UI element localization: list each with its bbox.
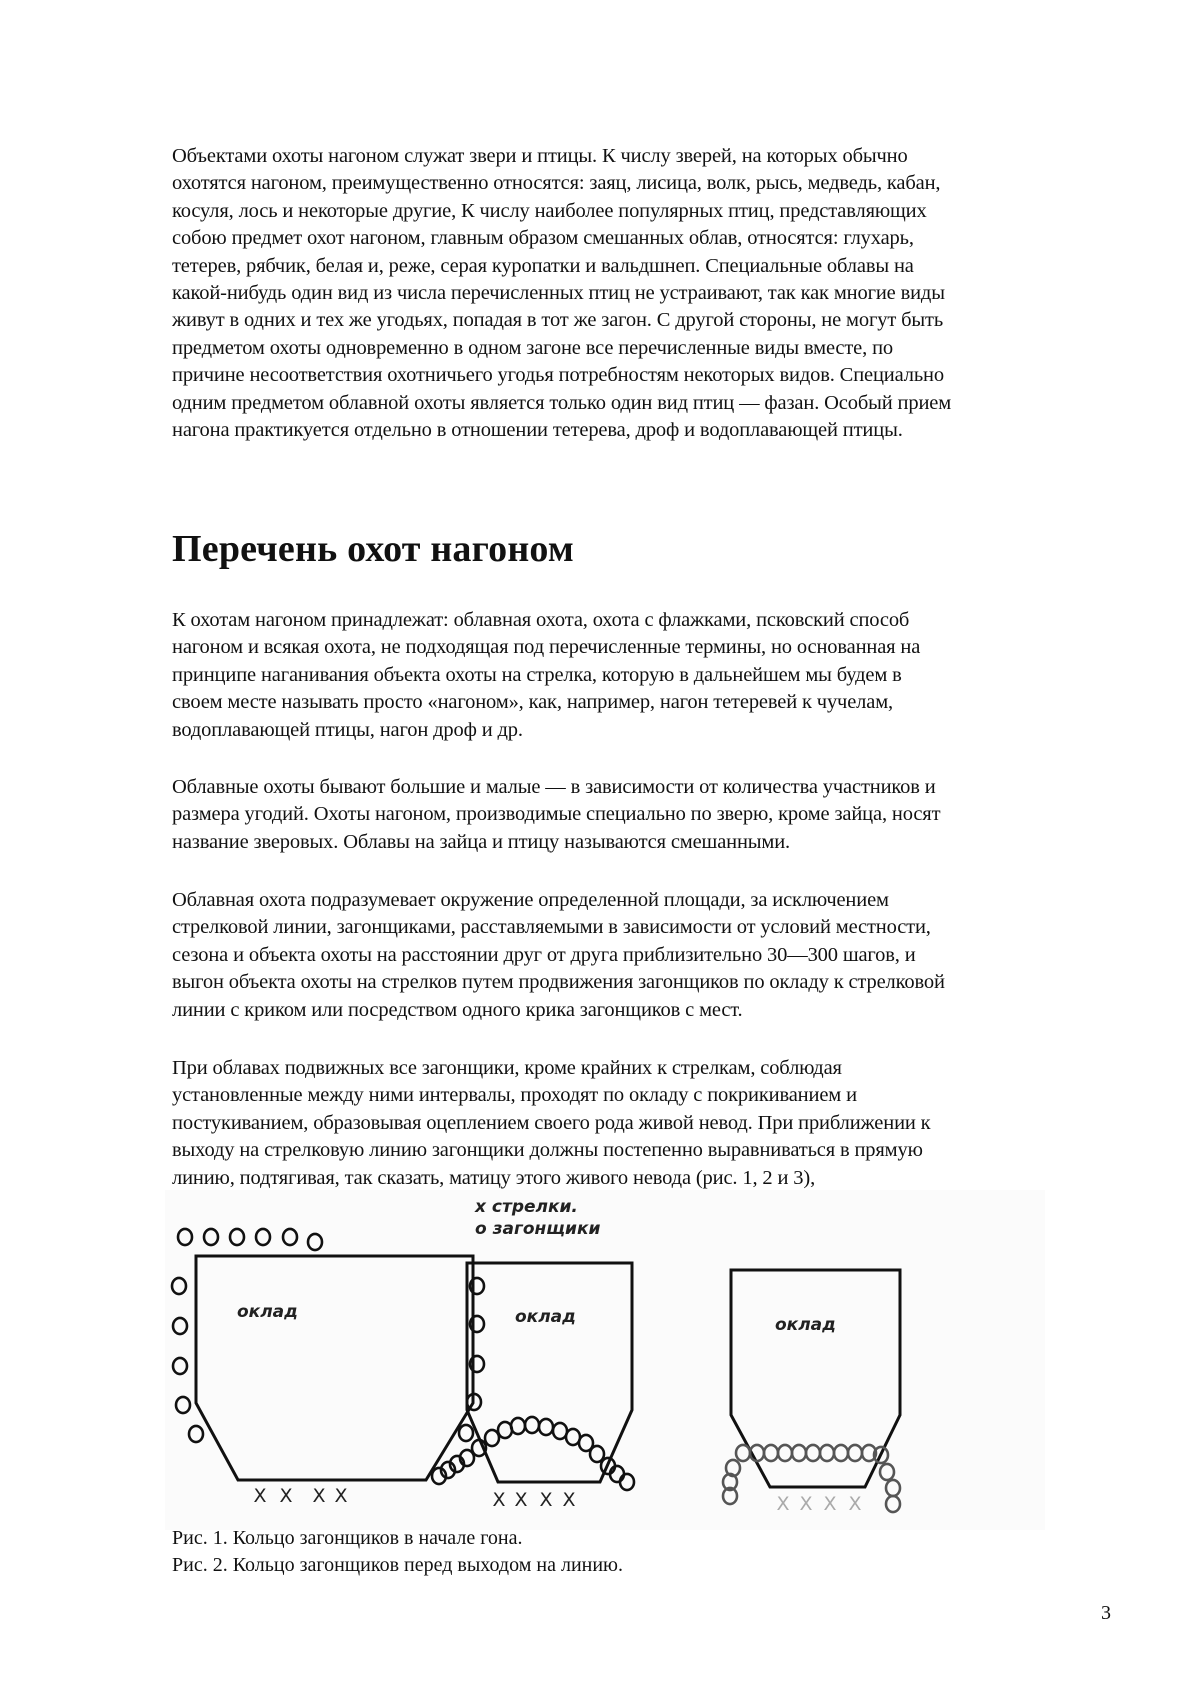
text-line: косуля, лось и некоторые другие, К числу наиболее популярных птиц, представляющих <box>172 199 927 222</box>
paragraph-definition <box>172 887 1122 1024</box>
text-line: линии с криком или посредством одного крика загонщиков с мест. <box>172 998 743 1021</box>
shooter-marker: X <box>823 1493 837 1515</box>
area-label: оклад <box>775 1315 836 1335</box>
text-line: линию, подтягивая, так сказать, матицу этого живого невода (рис. 1, 2 и 3), <box>172 1166 816 1189</box>
text-line: принципе наганивания объекта охоты на стрелка, которую в дальнейшем мы будем в <box>172 663 902 686</box>
text-line: стрелковой линии, загонщиками, расставляемыми в зависимости от условий местности, <box>172 916 931 939</box>
section-heading: Перечень охот нагоном <box>172 528 574 570</box>
text-line: Облавная охота подразумевает окружение определенной площади, за исключением <box>172 889 889 911</box>
text-line: своем месте называть просто «нагоном», как, например, нагон тетеревей к чучелам, <box>172 691 893 714</box>
shooter-marker: X <box>492 1489 506 1511</box>
text-line: Облавные охоты бывают большие и малые — в зависимости от количества участников и <box>172 776 936 798</box>
shooter-marker: X <box>514 1489 528 1511</box>
paragraph-intro <box>172 143 1122 444</box>
shooter-marker: X <box>776 1493 790 1515</box>
figure-caption-1: Рис. 1. Кольцо загонщиков в начале гона. <box>172 1527 523 1549</box>
shooter-marker: X <box>279 1485 293 1507</box>
area-label: оклад <box>237 1302 298 1322</box>
text-line: какой-нибудь один вид из числа перечисленных птиц не устраивают, так как многие виды <box>172 282 945 305</box>
text-line: водоплавающей птицы, нагон дроф и др. <box>172 718 523 741</box>
shooter-marker: X <box>312 1485 326 1507</box>
shooter-marker: X <box>539 1489 553 1511</box>
text-line: К охотам нагоном принадлежат: облавная охота, охота с флажками, псковский способ <box>172 609 910 631</box>
paragraph-types <box>172 774 1122 856</box>
text-line: сезона и объекта охоты на расстоянии друг от друга приблизительно 30—300 шагов, и <box>172 943 916 966</box>
area-label: оклад <box>515 1307 576 1327</box>
text-line: постукиванием, образовывая оцеплением своего рода живой невод. При приближении к <box>172 1111 931 1134</box>
legend-beaters: о загонщики <box>475 1219 601 1239</box>
drive-diagrams-figure <box>165 1190 1045 1530</box>
text-line: предметом охоты одновременно в одном загоне все перечисленные виды вместе, по <box>172 336 893 359</box>
text-line: одним предметом облавной охоты является только один вид птиц — фазан. Особый прием <box>172 391 952 414</box>
figure-caption-2: Рис. 2. Кольцо загонщиков перед выходом на линию. <box>172 1554 623 1576</box>
text-line: собою предмет охот нагоном, главным образом смешанных облав, относятся: глухарь, <box>172 227 914 250</box>
text-line: размера угодий. Охоты нагоном, производимые специально по зверю, кроме зайца, носят <box>172 803 941 826</box>
drive-diagrams-svg <box>165 1190 1045 1530</box>
shooter-marker: X <box>334 1485 348 1507</box>
legend-shooters: х стрелки. <box>475 1197 578 1217</box>
text-line: установленные между ними интервалы, проходят по окладу с покрикиванием и <box>172 1084 857 1107</box>
text-line: причине несоответствия охотничьего угодья потребностям некоторых видов. Специально <box>172 364 944 387</box>
text-line: охотятся нагоном, преимущественно относятся: заяц, лисица, волк, рысь, медведь, кабан, <box>172 172 941 195</box>
text-line: нагона практикуется отдельно в отношении тетерева, дроф и водоплавающей птицы. <box>172 419 903 442</box>
text-line: Объектами охоты нагоном служат звери и птицы. К числу зверей, на которых обычно <box>172 145 908 167</box>
text-line: При облавах подвижных все загонщики, кроме крайних к стрелкам, соблюдая <box>172 1057 842 1079</box>
paragraph-mobile-drives <box>172 1055 1122 1192</box>
text-line: тетерев, рябчик, белая и, реже, серая куропатки и вальдшнеп. Специальные облавы на <box>172 254 914 277</box>
shooter-marker: X <box>253 1485 267 1507</box>
shooter-marker: X <box>848 1493 862 1515</box>
shooter-marker: X <box>799 1493 813 1515</box>
paragraph-list-intro <box>172 607 1122 744</box>
text-line: выходу на стрелковую линию загонщики должны постепенно выравниваться в прямую <box>172 1139 923 1162</box>
text-line: нагоном и всякая охота, не подходящая под перечисленные термины, но основанная на <box>172 636 921 659</box>
text-line: живут в одних и тех же угодьях, попадая в тот же загон. С другой стороны, не могут быть <box>172 309 944 332</box>
shooter-marker: X <box>562 1489 576 1511</box>
text-line: выгон объекта охоты на стрелков путем продвижения загонщиков по окладу к стрелковой <box>172 971 945 994</box>
page-number: 3 <box>1101 1602 1111 1624</box>
text-line: название зверовых. Облавы на зайца и птицу называются смешанными. <box>172 830 791 853</box>
